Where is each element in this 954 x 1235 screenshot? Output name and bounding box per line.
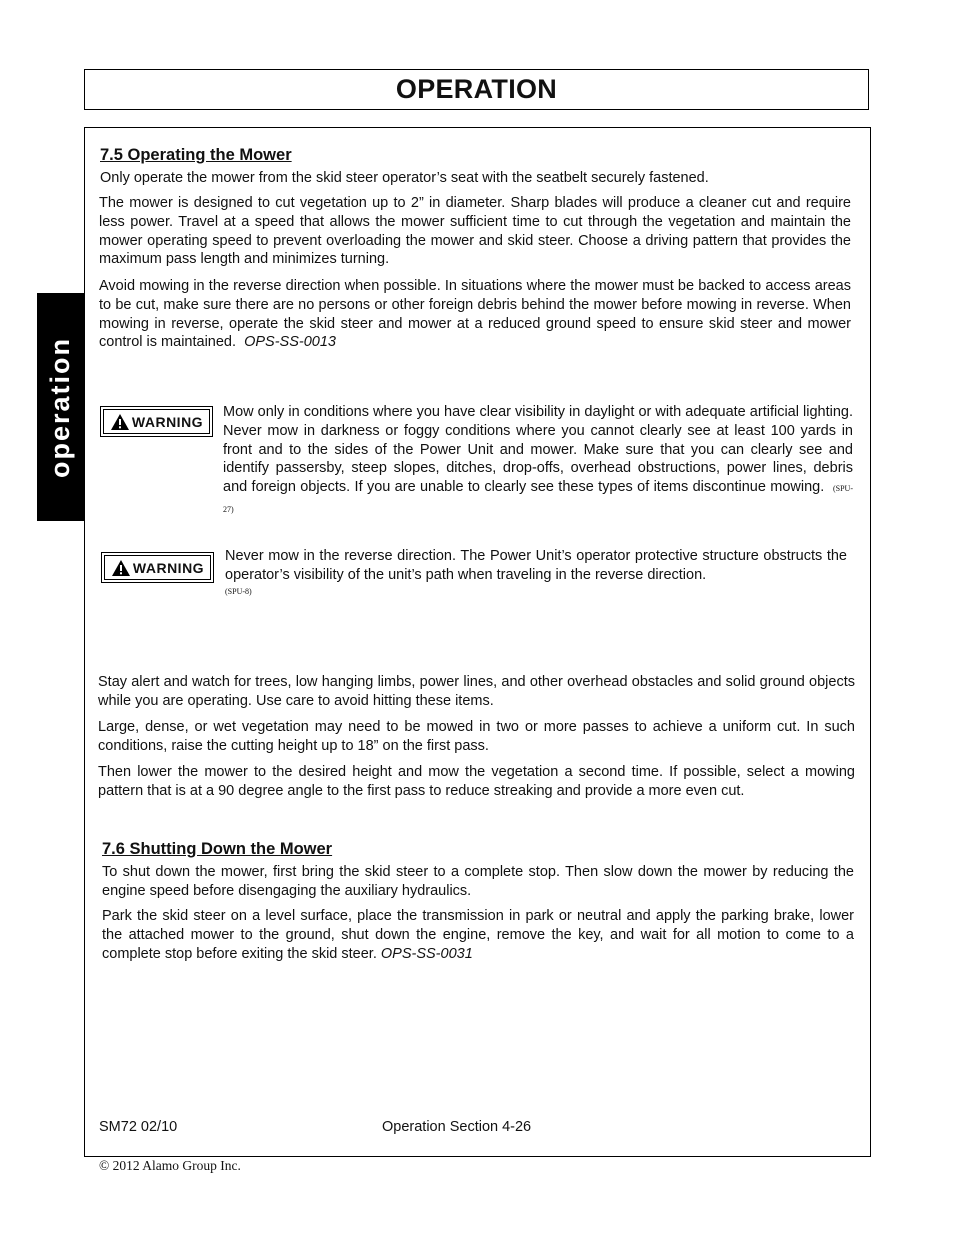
warning-label: WARNING — [132, 559, 205, 576]
warning-code: (SPU-8) — [225, 587, 252, 596]
paragraph: The mower is designed to cut vegetation up to 2” in diameter. Sharp blades will produce a cleaner cut and require less power. Travel at a speed that allows the mower sufficient time to cut through the vegetation and maintain the mower operating speed to prevent overloading the mower and skid steer. Choose a driving pattern that provides the maximum pass length and minimizes turning. — [99, 195, 851, 268]
warning-triangle-icon — [110, 413, 130, 431]
warning-code: (SPU-27) — [223, 484, 853, 514]
side-section-tab — [37, 293, 84, 521]
section-heading-7-5: 7.5 Operating the Mower — [100, 146, 292, 164]
paragraph — [102, 907, 854, 963]
section-heading-7-6: 7.6 Shutting Down the Mower — [102, 840, 333, 858]
warning-badge — [100, 406, 213, 437]
warning-label: WARNING — [131, 413, 204, 430]
page-title: OPERATION — [395, 74, 558, 104]
paragraph — [99, 277, 851, 352]
warning-badge — [101, 552, 214, 583]
paragraph: To shut down the mower, first bring the skid steer to a complete stop. Then slow down the mower by reducing the engine speed before disengaging the auxiliary hydraulics. — [102, 864, 854, 899]
paragraph: Large, dense, or wet vegetation may need to be mowed in two or more passes to achieve a uniform cut. In such conditions, raise the cutting height up to 18” on the first pass. — [98, 719, 855, 754]
reference-code: OPS-SS-0013 — [244, 334, 336, 351]
header-box — [84, 69, 869, 110]
warning-triangle-icon — [111, 559, 131, 577]
paragraph-text: Avoid mowing in the reverse direction when possible. In situations where the mower must be backed to access areas to be cut, make sure there are no persons or other foreign debris behind the mower before mowing in reverse. When mowing in reverse, operate the skid steer and mower at a reduced ground speed to ensure skid steer and mower control is maintained. — [99, 278, 851, 351]
footer-page-number: Operation Section 4-26 — [382, 1119, 532, 1135]
paragraph-text: Park the skid steer on a level surface, place the transmission in park or neutral and apply the parking brake, lower the attached mower to the ground, shut down the engine, remove the key, and wait for all motion to come to a complete stop before exiting the skid steer. — [102, 908, 854, 962]
paragraph: Stay alert and watch for trees, low hanging limbs, power lines, and other overhead obstacles and solid ground objects while you are operating. Use care to avoid hitting these items. — [98, 674, 855, 709]
copyright: © 2012 Alamo Group Inc. — [99, 1158, 241, 1173]
warning-body: Mow only in conditions where you have clear visibility in daylight or with adequate artificial lighting. Never mow in darkness or foggy conditions where you cannot clearly see at least 100 yards in front and to the sides of the Power Unit and mower. Make sure that you can clearly see and identify passersby, steep slopes, ditches, drop-offs, overhead obstructions, power lines, debris and foreign objects. If you are unable to clearly see these types of items discontinue mowing. — [223, 404, 853, 496]
reference-code: OPS-SS-0031 — [380, 945, 473, 962]
footer-model-date: SM72 02/10 — [99, 1119, 178, 1135]
paragraph: Then lower the mower to the desired height and mow the vegetation a second time. If possible, select a mowing pattern that is at a 90 degree angle to the first pass to reduce streaking and provide a more even cut. — [98, 764, 855, 799]
paragraph: Only operate the mower from the skid steer operator’s seat with the seatbelt securely fastened. — [100, 170, 709, 186]
warning-text: Never mow in the reverse direction. The Power Unit’s operator protective structure obstructs the operator’s visibility of the unit’s path when traveling in the reverse direction. — [225, 548, 847, 583]
side-tab-label: operation — [45, 336, 76, 478]
warning-text — [223, 403, 853, 520]
